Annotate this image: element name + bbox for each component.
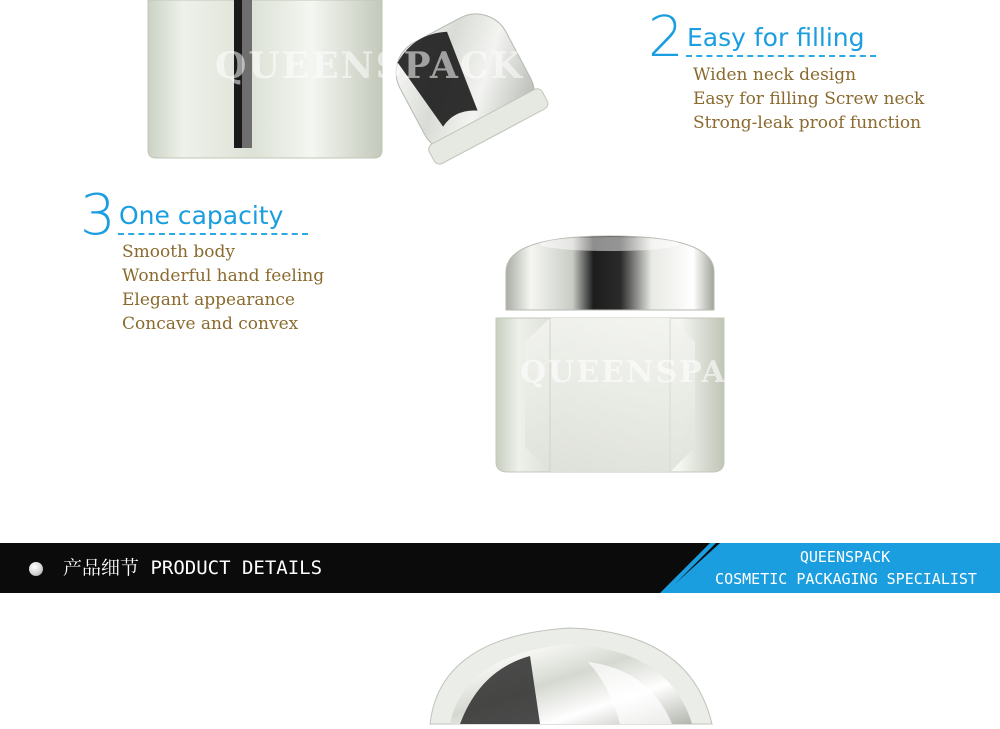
- feature-divider: [118, 233, 308, 235]
- list-item: Smooth body: [122, 242, 236, 262]
- product-details-banner: [0, 543, 1000, 593]
- bullet-dot-icon: [29, 562, 43, 576]
- cap-detail-illustration: [420, 626, 740, 724]
- section-title: 产品细节 PRODUCT DETAILS: [63, 557, 323, 579]
- list-item: Widen neck design: [693, 65, 857, 85]
- feature-title: Easy for filling: [687, 23, 865, 52]
- list-item: Elegant appearance: [122, 290, 295, 310]
- feature-block-easy-filling: [648, 5, 978, 138]
- watermark-text: QUEENSPACK: [520, 355, 781, 390]
- list-item: Concave and convex: [122, 314, 299, 334]
- closed-jar-illustration: [490, 232, 781, 477]
- feature-list: [693, 63, 924, 135]
- product-image-open-jar: [140, 0, 540, 165]
- feature-block-one-capacity: [80, 183, 380, 346]
- feature-list: [122, 240, 324, 336]
- product-image-closed-jar: [490, 232, 781, 477]
- list-item: Easy for filling Screw neck: [693, 89, 925, 109]
- feature-number: 3: [80, 183, 116, 248]
- brand-tagline: COSMETIC PACKAGING SPECIALIST: [715, 570, 977, 588]
- list-item: Strong-leak proof function: [693, 113, 922, 133]
- open-jar-illustration: [140, 0, 540, 165]
- feature-title: One capacity: [119, 201, 284, 230]
- feature-number: 2: [648, 5, 684, 70]
- watermark-text: QUEENSPACK: [215, 45, 524, 87]
- list-item: Wonderful hand feeling: [122, 266, 325, 286]
- feature-divider: [686, 55, 876, 57]
- brand-name: QUEENSPACK: [799, 548, 891, 566]
- product-image-cap-detail: [420, 626, 740, 724]
